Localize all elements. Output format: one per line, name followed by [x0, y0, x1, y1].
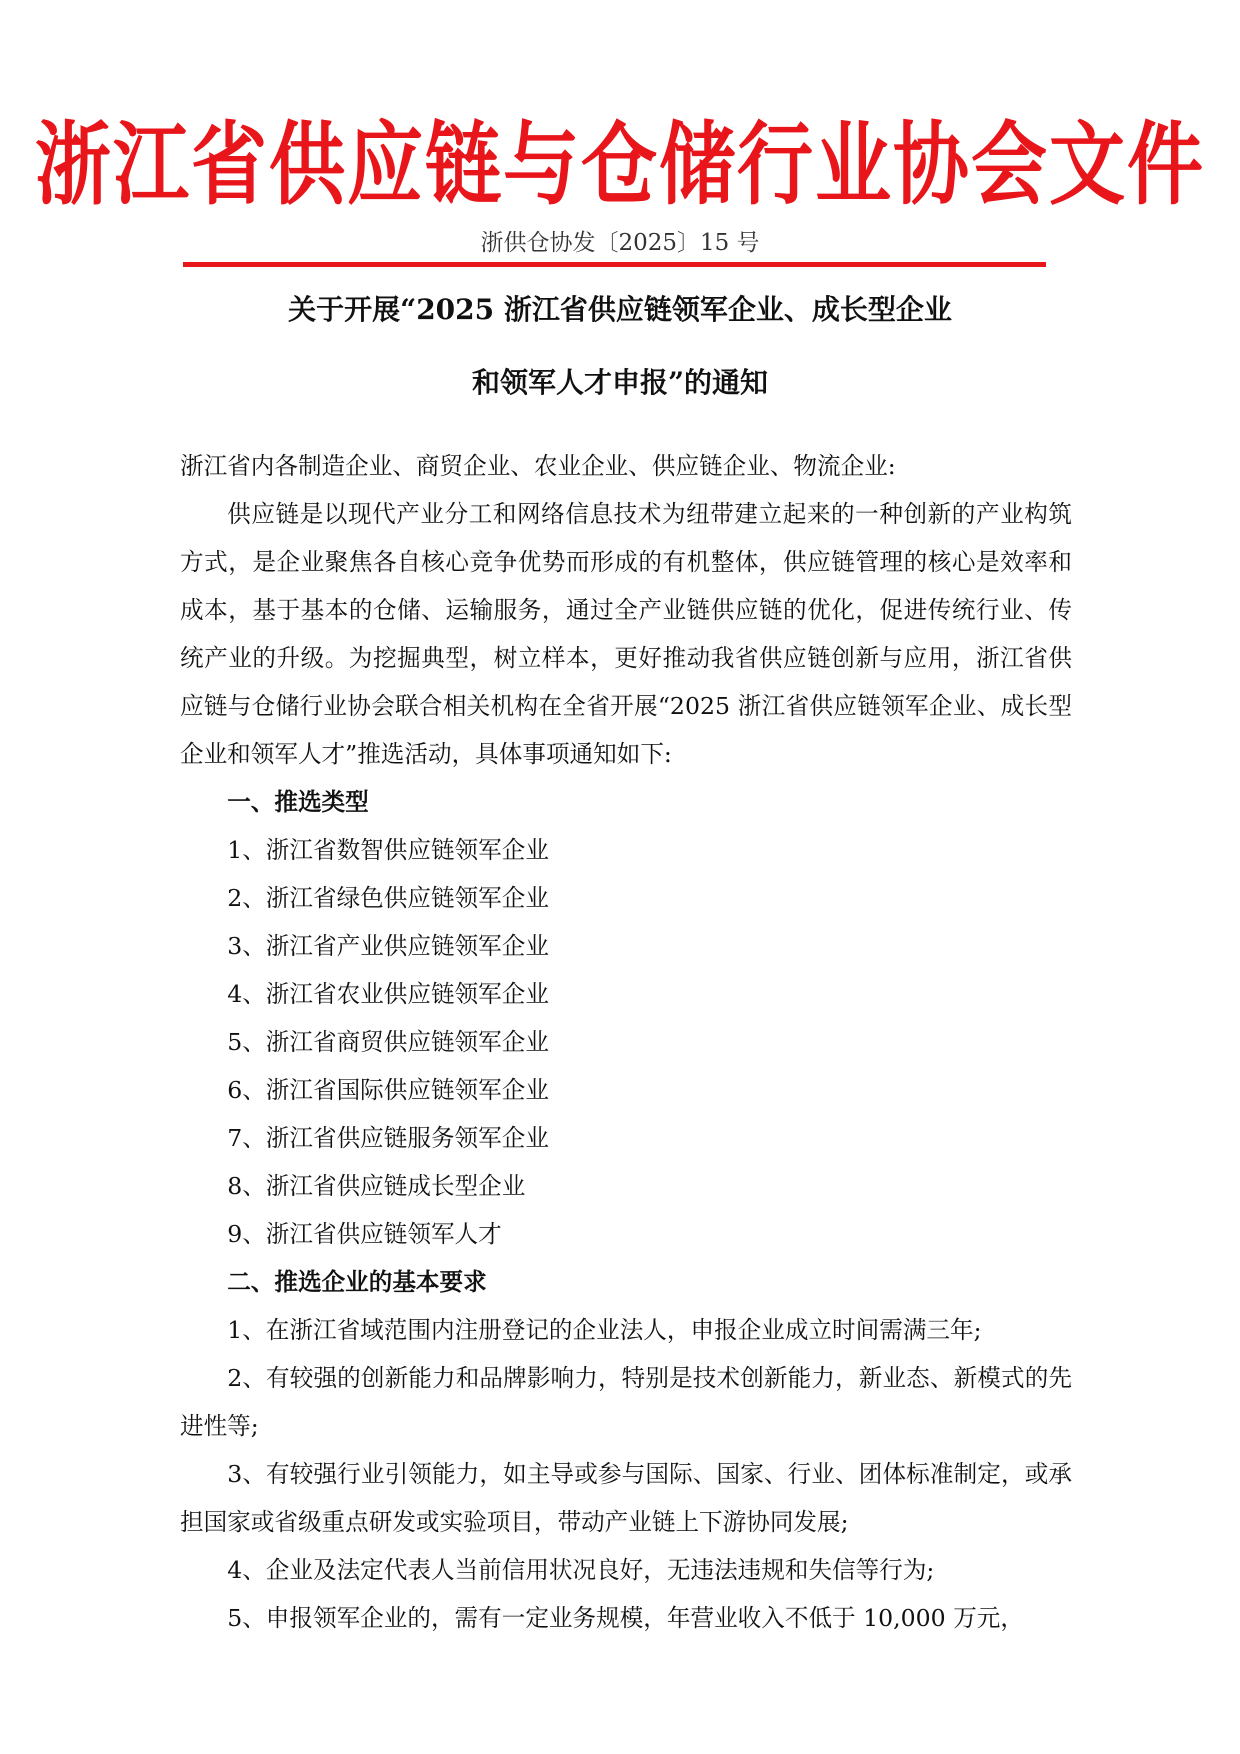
requirement-item: 2、有较强的创新能力和品牌影响力，特别是技术创新能力，新业态、新模式的先进性等;: [180, 1364, 1072, 1440]
requirement-item: 5、申报领军企业的，需有一定业务规模，年营业收入不低于 10,000 万元，: [227, 1604, 1024, 1632]
list-item: 6、浙江省国际供应链领军企业: [227, 1076, 549, 1104]
intro-paragraph: 供应链是以现代产业分工和网络信息技术为纽带建立起来的一种创新的产业构筑方式，是企业聚焦各自核心竞争优势而形成的有机整体，供应链管理的核心是效率和成本，基于基本的仓储、运输服务，通过全产业链供应链的优化，促进传统行业、传统产业的升级。为挖掘典型，树立样本，更好推动我省供应链创新与应用，浙江省供应链与仓储行业协会联合相关机构在全省开展“2025 浙江省供应链领军企业、成长型企业和领军人才”推选活动，具体事项通知如下:: [180, 500, 1072, 768]
document-number: 浙供仓协发〔2025〕15 号: [480, 230, 760, 256]
salutation: 浙江省内各制造企业、商贸企业、农业企业、供应链企业、物流企业:: [180, 452, 896, 480]
requirement-item: 3、有较强行业引领能力，如主导或参与国际、国家、行业、团体标准制定，或承担国家或省级重点研发或实验项目，带动产业链上下游协同发展;: [180, 1460, 1072, 1536]
list-item: 8、浙江省供应链成长型企业: [227, 1172, 526, 1200]
notice-title-line-2: 和领军人才申报”的通知: [471, 366, 769, 399]
list-item: 2、浙江省绿色供应链领军企业: [227, 884, 549, 912]
requirement-item: 1、在浙江省域范围内注册登记的企业法人，申报企业成立时间需满三年;: [227, 1316, 982, 1344]
requirement-item: 4、企业及法定代表人当前信用状况良好，无违法违规和失信等行为;: [227, 1556, 935, 1584]
list-item: 4、浙江省农业供应链领军企业: [227, 980, 549, 1008]
section-heading-requirements: 二、推选企业的基本要求: [227, 1268, 487, 1296]
list-item: 7、浙江省供应链服务领军企业: [227, 1124, 549, 1152]
notice-body: [180, 442, 1072, 1642]
list-item: 5、浙江省商贸供应链领军企业: [227, 1028, 549, 1056]
notice-title-line-1: 关于开展“2025 浙江省供应链领军企业、成长型企业: [288, 293, 952, 326]
red-divider-line: [183, 262, 1046, 267]
section-heading-types: 一、推选类型: [227, 788, 369, 816]
list-item: 3、浙江省产业供应链领军企业: [227, 932, 549, 960]
list-item: 9、浙江省供应链领军人才: [227, 1220, 502, 1248]
org-header-title: 浙江省供应链与仓储行业协会文件: [35, 111, 1205, 217]
list-item: 1、浙江省数智供应链领军企业: [227, 836, 549, 864]
